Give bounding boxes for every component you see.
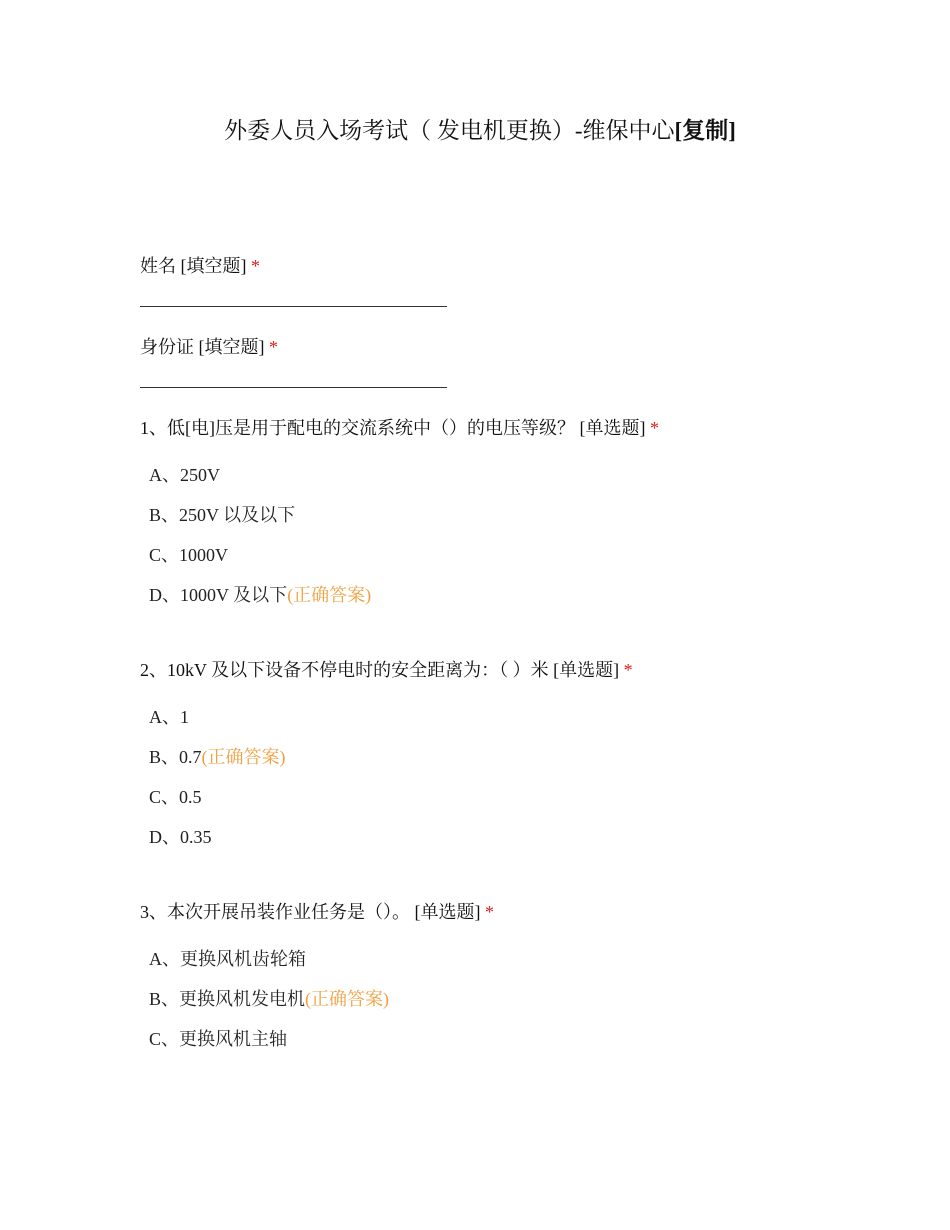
field-label: 身份证 xyxy=(140,337,194,357)
question-text: 3、本次开展吊装作业任务是（）。 xyxy=(140,902,410,922)
option-3a[interactable] xyxy=(149,945,306,971)
question-text: 1、低[电]压是用于配电的交流系统中（）的电压等级？ xyxy=(140,418,575,438)
question-1 xyxy=(140,414,659,440)
required-mark: * xyxy=(650,418,659,438)
field-label: 姓名 xyxy=(140,256,176,276)
question-type: [单选题] xyxy=(579,418,646,438)
question-text: 2、10kV 及以下设备不停电时的安全距离为：（ ）米 xyxy=(140,660,549,680)
question-type: [单选题] xyxy=(553,660,620,680)
option-3c[interactable] xyxy=(149,1025,287,1051)
option-text: C、0.5 xyxy=(149,787,202,807)
option-text: B、更换风机发电机 xyxy=(149,989,306,1009)
option-2d[interactable] xyxy=(149,823,212,849)
field-name-label xyxy=(140,252,260,278)
question-3 xyxy=(140,898,494,924)
option-text: A、更换风机齿轮箱 xyxy=(149,949,306,969)
option-text: D、1000V 及以下 xyxy=(149,585,288,605)
option-text: A、1 xyxy=(149,707,189,727)
option-text: A、250V xyxy=(149,465,220,485)
id-input-line[interactable] xyxy=(140,387,447,388)
required-mark: * xyxy=(251,256,260,276)
option-2c[interactable] xyxy=(149,783,202,809)
question-type: [填空题] xyxy=(198,337,265,357)
required-mark: * xyxy=(485,902,494,922)
question-2 xyxy=(140,656,633,682)
option-2a[interactable] xyxy=(149,703,189,729)
question-type: [填空题] xyxy=(180,256,247,276)
correct-answer-tag: (正确答案) xyxy=(305,989,390,1009)
page-title xyxy=(0,112,950,145)
option-1c[interactable] xyxy=(149,541,228,567)
title-main: 外委人员入场考试（ 发电机更换）-维保中心 xyxy=(224,118,675,143)
option-text: D、0.35 xyxy=(149,827,212,847)
name-input-line[interactable] xyxy=(140,306,447,307)
correct-answer-tag: (正确答案) xyxy=(201,747,286,767)
option-1d[interactable] xyxy=(149,581,371,607)
required-mark: * xyxy=(623,660,633,680)
option-1b[interactable] xyxy=(149,501,295,527)
required-mark: * xyxy=(269,337,278,357)
title-suffix: [复制] xyxy=(674,118,736,143)
option-text: C、更换风机主轴 xyxy=(149,1029,288,1049)
option-text: B、0.7 xyxy=(149,747,202,767)
option-text: C、1000V xyxy=(149,545,229,565)
option-2b[interactable] xyxy=(149,743,286,769)
field-id-label xyxy=(140,333,278,359)
correct-answer-tag: (正确答案) xyxy=(287,585,372,605)
question-type: [单选题] xyxy=(414,902,481,922)
option-1a[interactable] xyxy=(149,461,220,487)
option-3b[interactable] xyxy=(149,985,389,1011)
option-text: B、250V 以及以下 xyxy=(149,505,296,525)
